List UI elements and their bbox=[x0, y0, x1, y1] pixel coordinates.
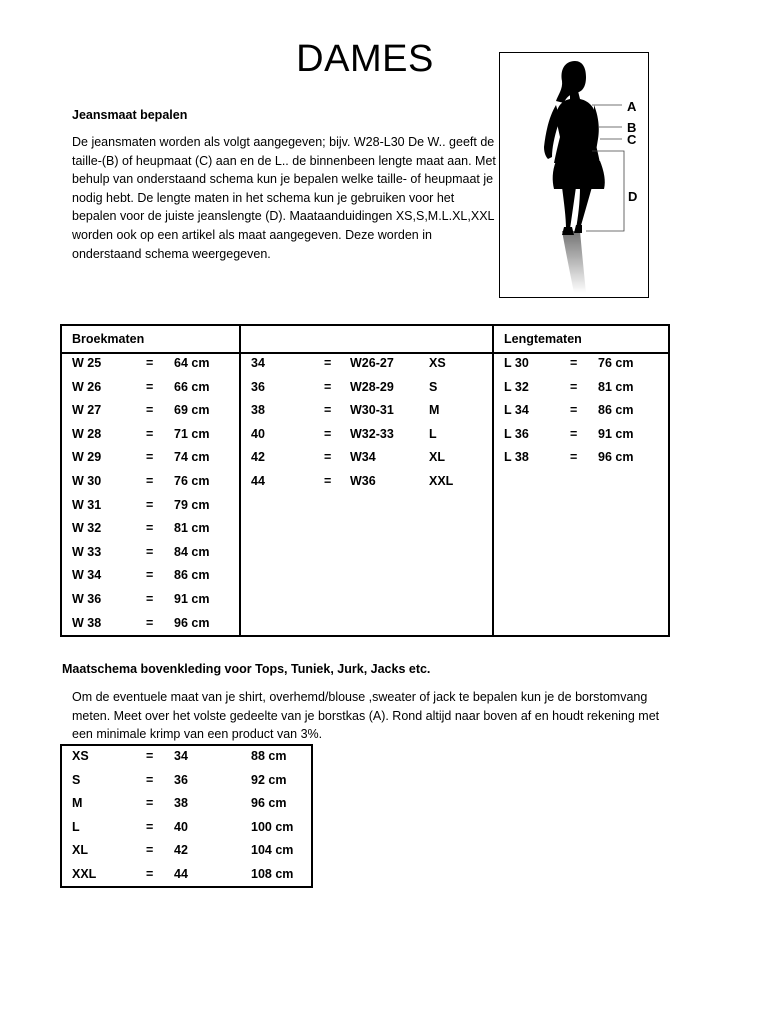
broekmaten-cell: 81 cm bbox=[174, 521, 210, 536]
broekmaten-cell: W 33 bbox=[72, 544, 102, 559]
maten-cell: = bbox=[324, 450, 332, 465]
maten-cell: 36 bbox=[251, 379, 265, 394]
broekmaten-cell: W 31 bbox=[72, 497, 102, 512]
broekmaten-cell: 96 cm bbox=[174, 615, 210, 630]
maten-cell: W28-29 bbox=[350, 379, 394, 394]
maten-cell: = bbox=[324, 403, 332, 418]
lengtematen-cell: = bbox=[570, 379, 578, 394]
tops-cell: = bbox=[146, 819, 154, 834]
tops-cell: 44 bbox=[174, 867, 188, 881]
tops-heading: Maatschema bovenkleding voor Tops, Tuniek, Jurk, Jacks etc. bbox=[62, 662, 431, 676]
broekmaten-cell: = bbox=[146, 426, 154, 441]
tops-cell: M bbox=[72, 796, 83, 811]
broekmaten-cell: = bbox=[146, 450, 154, 465]
tops-cell: 88 cm bbox=[251, 749, 287, 763]
maten-cell: = bbox=[324, 426, 332, 441]
broekmaten-cell: = bbox=[146, 474, 154, 488]
maten-cell: W26-27 bbox=[350, 356, 394, 370]
tops-size-table bbox=[60, 744, 313, 888]
tops-cell: 104 cm bbox=[251, 843, 294, 858]
lengtematen-cell: L 32 bbox=[504, 379, 529, 394]
tops-intro-text: Om de eventuele maat van je shirt, overhemd/blouse ,sweater of jack te bepalen kun je de borstomvang meten. Meet over het volste gedeelte van je borstkas (A). Rond altijd naar boven af en houdt rekening met een minimale krimp van een product van 3%. bbox=[72, 690, 660, 742]
maten-cell: 38 bbox=[251, 403, 265, 418]
maten-cell: = bbox=[324, 474, 332, 488]
broekmaten-cell: = bbox=[146, 403, 154, 418]
maten-cell: 40 bbox=[251, 426, 265, 441]
maten-cell: W30-31 bbox=[350, 403, 394, 418]
tops-cell: = bbox=[146, 772, 154, 787]
lengtematen-cell: = bbox=[570, 403, 578, 418]
tops-cell: S bbox=[72, 772, 81, 787]
tops-cell: L bbox=[72, 819, 80, 834]
broekmaten-cell: 84 cm bbox=[174, 544, 210, 559]
tops-cell: = bbox=[146, 796, 154, 811]
header-broekmaten: Broekmaten bbox=[72, 332, 145, 346]
broekmaten-cell: W 26 bbox=[72, 379, 102, 394]
lengtematen-cell: L 30 bbox=[504, 356, 529, 370]
lengtematen-cell: 76 cm bbox=[598, 356, 634, 370]
broekmaten-cell: W 27 bbox=[72, 403, 102, 418]
tops-cell: XL bbox=[72, 843, 88, 858]
tops-cell: 36 bbox=[174, 772, 188, 787]
lengtematen-cell: 86 cm bbox=[598, 403, 634, 418]
tops-cell: XXL bbox=[72, 867, 97, 881]
page-title: DAMES bbox=[296, 38, 434, 80]
broekmaten-cell: W 34 bbox=[72, 568, 102, 583]
maten-cell: XS bbox=[429, 356, 446, 370]
broekmaten-cell: = bbox=[146, 568, 154, 583]
broekmaten-cell: 91 cm bbox=[174, 592, 210, 606]
broekmaten-cell: W 32 bbox=[72, 521, 102, 536]
tops-cell: = bbox=[146, 843, 154, 858]
lengtematen-cell: = bbox=[570, 356, 578, 370]
lengtematen-cell: = bbox=[570, 450, 578, 465]
tops-cell: = bbox=[146, 867, 154, 881]
figure-label-a: A bbox=[627, 99, 637, 114]
lengtematen-cell: L 36 bbox=[504, 426, 529, 441]
figure-label-b: B bbox=[627, 120, 637, 135]
broekmaten-cell: W 25 bbox=[72, 356, 102, 370]
maten-cell: W32-33 bbox=[350, 426, 394, 441]
lengtematen-cell: L 34 bbox=[504, 403, 529, 418]
tops-cell: 92 cm bbox=[251, 772, 287, 787]
maten-cell: M bbox=[429, 403, 440, 418]
broekmaten-cell: W 38 bbox=[72, 615, 102, 630]
tops-cell: 38 bbox=[174, 796, 188, 811]
maten-cell: = bbox=[324, 356, 332, 370]
maten-cell: W36 bbox=[350, 474, 376, 488]
broekmaten-cell: = bbox=[146, 544, 154, 559]
maten-cell: W34 bbox=[350, 450, 376, 465]
jeans-intro-text: De jeansmaten worden als volgt aangegeven; bijv. W28-L30 De W.. geeft de taille-(B) of heupmaat (C) aan en de L.. de binnenbeen lengte maat aan. Met behulp van onderstaand schema kun je bepalen welke taille- of heupmaat je nodig hebt. De lengte maten in het schema kun je gebruiken voor het bepalen voor de juiste jeanslengte (D). Maataanduidingen XS,S,M.L.XL,XXL worden ook op een artikel als maat aangegeven. Deze worden in onderstaand schema weergegeven. bbox=[72, 135, 496, 261]
broekmaten-cell: 71 cm bbox=[174, 426, 210, 441]
broekmaten-cell: = bbox=[146, 592, 154, 606]
lengtematen-cell: 96 cm bbox=[598, 450, 634, 465]
maten-cell: XL bbox=[429, 450, 445, 465]
tops-cell: 42 bbox=[174, 843, 188, 858]
broekmaten-cell: = bbox=[146, 615, 154, 630]
tops-cell: 34 bbox=[174, 749, 188, 763]
broekmaten-cell: W 36 bbox=[72, 592, 102, 606]
maten-cell: 44 bbox=[251, 474, 265, 488]
broekmaten-cell: 74 cm bbox=[174, 450, 210, 465]
broekmaten-cell: = bbox=[146, 379, 154, 394]
broekmaten-cell: W 29 bbox=[72, 450, 102, 465]
maten-cell: 42 bbox=[251, 450, 265, 465]
maten-cell: L bbox=[429, 426, 437, 441]
maten-cell: XXL bbox=[429, 474, 454, 488]
lengtematen-cell: 91 cm bbox=[598, 426, 634, 441]
broekmaten-cell: 76 cm bbox=[174, 474, 210, 488]
broekmaten-cell: 79 cm bbox=[174, 497, 210, 512]
broekmaten-cell: 66 cm bbox=[174, 379, 210, 394]
tops-cell: 108 cm bbox=[251, 867, 294, 881]
tops-cell: 100 cm bbox=[251, 819, 294, 834]
header-divider bbox=[62, 352, 668, 354]
figure-label-c: C bbox=[627, 132, 637, 147]
tops-cell: XS bbox=[72, 749, 89, 763]
maten-cell: = bbox=[324, 379, 332, 394]
maten-cell: 34 bbox=[251, 356, 265, 370]
broekmaten-cell: 64 cm bbox=[174, 356, 210, 370]
lengtematen-cell: 81 cm bbox=[598, 379, 634, 394]
tops-cell: = bbox=[146, 749, 154, 763]
broekmaten-cell: = bbox=[146, 521, 154, 536]
lengtematen-cell: L 38 bbox=[504, 450, 529, 465]
broekmaten-cell: 86 cm bbox=[174, 568, 210, 583]
jeans-heading: Jeansmaat bepalen bbox=[72, 108, 188, 122]
figure-label-d: D bbox=[628, 189, 638, 204]
broekmaten-cell: = bbox=[146, 497, 154, 512]
broekmaten-cell: W 30 bbox=[72, 474, 102, 488]
column-divider bbox=[492, 326, 494, 635]
broekmaten-cell: 69 cm bbox=[174, 403, 210, 418]
header-lengtematen: Lengtematen bbox=[504, 332, 582, 346]
size-table bbox=[60, 324, 670, 637]
woman-silhouette-icon bbox=[500, 53, 649, 298]
column-divider bbox=[239, 326, 241, 635]
broekmaten-cell: W 28 bbox=[72, 426, 102, 441]
measurement-figure bbox=[499, 52, 649, 298]
broekmaten-cell: = bbox=[146, 356, 154, 370]
tops-cell: 96 cm bbox=[251, 796, 287, 811]
tops-cell: 40 bbox=[174, 819, 188, 834]
maten-cell: S bbox=[429, 379, 438, 394]
lengtematen-cell: = bbox=[570, 426, 578, 441]
